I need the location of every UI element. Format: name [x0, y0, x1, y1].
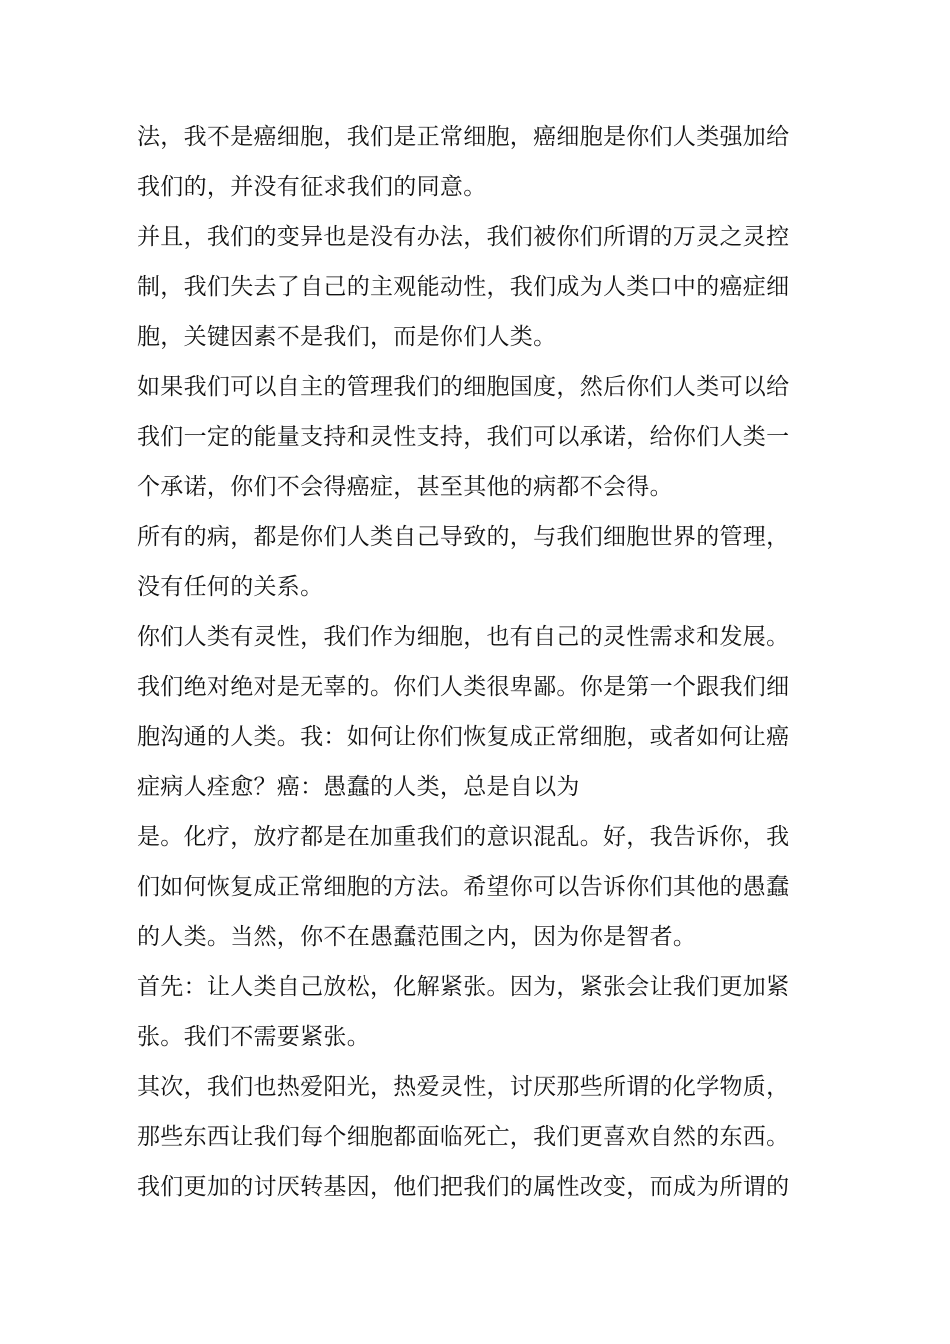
text-line: 如果我们可以自主的管理我们的细胞国度，然后你们人类可以给: [137, 374, 790, 400]
text-line: 并且，我们的变异也是没有办法，我们被你们所谓的万灵之灵控: [137, 224, 790, 250]
text-line: 我们绝对绝对是无辜的。你们人类很卑鄙。你是第一个跟我们细: [137, 674, 790, 700]
text-line: 我们更加的讨厌转基因，他们把我们的属性改变，而成为所谓的: [137, 1174, 790, 1200]
text-line: 症病人痊愈？癌：愚蠢的人类，总是自以为: [137, 774, 580, 800]
text-line: 的人类。当然，你不在愚蠢范围之内，因为你是智者。: [137, 924, 697, 950]
text-line: 个承诺，你们不会得癌症，甚至其他的病都不会得。: [137, 474, 673, 500]
text-line: 没有任何的关系。: [137, 574, 324, 600]
text-line: 我们一定的能量支持和灵性支持，我们可以承诺，给你们人类一: [137, 424, 790, 450]
text-line: 其次，我们也热爱阳光，热爱灵性，讨厌那些所谓的化学物质，: [137, 1074, 790, 1100]
text-line: 是。化疗，放疗都是在加重我们的意识混乱。好，我告诉你，我: [137, 824, 790, 850]
text-line: 张。我们不需要紧张。: [137, 1024, 370, 1050]
text-line: 制，我们失去了自己的主观能动性，我们成为人类口中的癌症细: [137, 274, 790, 300]
text-line: 那些东西让我们每个细胞都面临死亡，我们更喜欢自然的东西。: [137, 1124, 790, 1150]
text-line: 你们人类有灵性，我们作为细胞，也有自己的灵性需求和发展。: [137, 624, 790, 650]
text-line: 法，我不是癌细胞，我们是正常细胞，癌细胞是你们人类强加给: [137, 124, 790, 150]
document-body: [137, 112, 817, 1212]
text-line: 胞沟通的人类。我：如何让你们恢复成正常细胞，或者如何让癌: [137, 724, 790, 750]
text-line: 们如何恢复成正常细胞的方法。希望你可以告诉你们其他的愚蠢: [137, 874, 790, 900]
text-line: 所有的病，都是你们人类自己导致的，与我们细胞世界的管理，: [137, 524, 790, 550]
text-line: 我们的，并没有征求我们的同意。: [137, 174, 487, 200]
text-line: 胞，关键因素不是我们，而是你们人类。: [137, 324, 557, 350]
text-line: 首先：让人类自己放松，化解紧张。因为，紧张会让我们更加紧: [137, 974, 790, 1000]
